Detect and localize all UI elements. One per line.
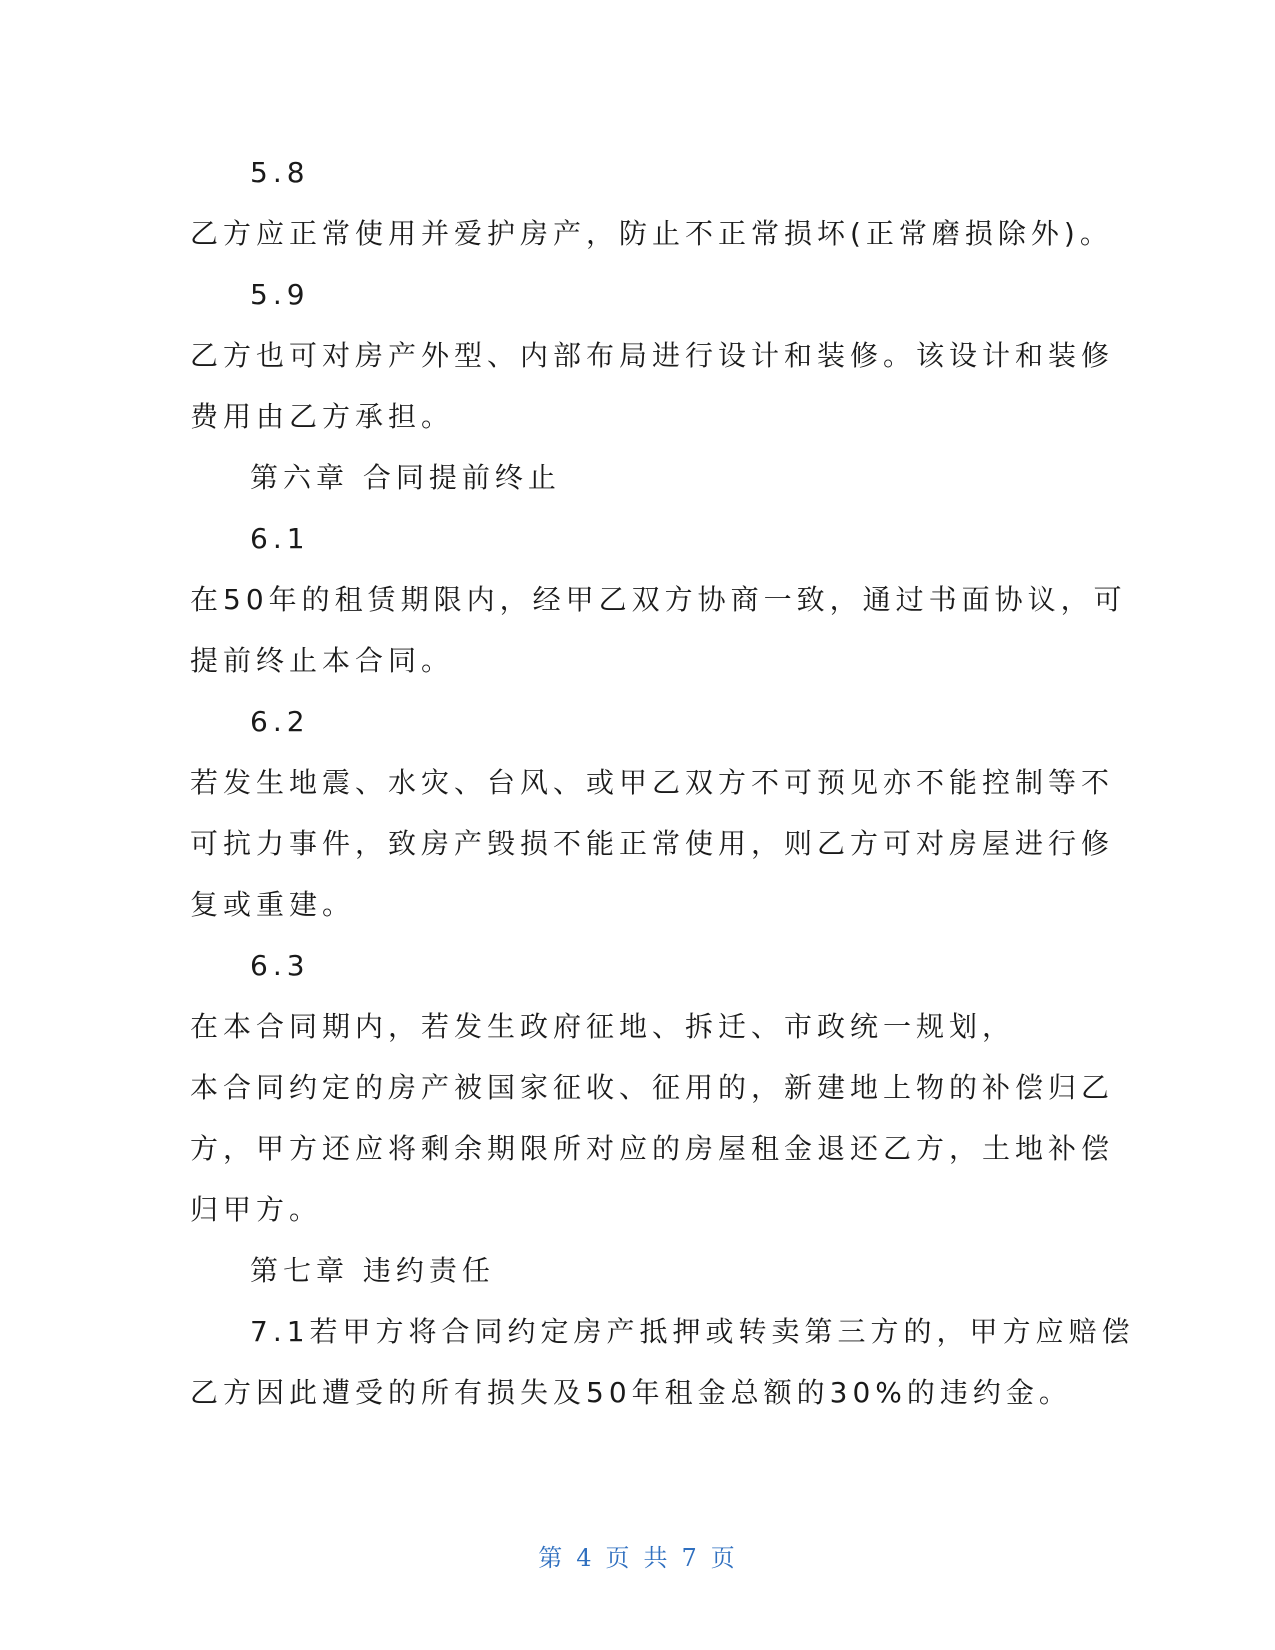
footer-total-label: 共 (643, 1544, 670, 1572)
document-body (190, 142, 1135, 1423)
paragraph-line: 可抗力事件，致房产毁损不能正常使用，则乙方可对房屋进行修 (190, 827, 1115, 860)
section-number: 6.1 (250, 522, 310, 555)
section-number: 6.3 (250, 949, 310, 982)
paragraph-line: 提前终止本合同。 (190, 644, 455, 677)
section-number: 6.2 (250, 705, 310, 738)
footer-total-pages: 7 (681, 1544, 699, 1572)
footer-page-unit: 页 (605, 1544, 632, 1572)
paragraph-line: 复或重建。 (190, 888, 356, 921)
paragraph-line: 归甲方。 (190, 1193, 323, 1226)
chapter-heading: 第七章 违约责任 (250, 1254, 495, 1287)
paragraph-line: 7.1若甲方将合同约定房产抵押或转卖第三方的，甲方应赔偿 (250, 1315, 1135, 1348)
footer-current-page: 4 (576, 1544, 594, 1572)
paragraph-line: 在本合同期内，若发生政府征地、拆迁、市政统一规划， (190, 1010, 1016, 1043)
paragraph-line: 乙方也可对房产外型、内部布局进行设计和装修。该设计和装修 (190, 339, 1115, 372)
page-footer (0, 1538, 1275, 1573)
paragraph-line: 在50年的租赁期限内，经甲乙双方协商一致，通过书面协议，可 (190, 583, 1127, 616)
paragraph-line: 本合同约定的房产被国家征收、征用的，新建地上物的补偿归乙 (190, 1071, 1115, 1104)
section-number: 5.9 (250, 278, 310, 311)
paragraph-line: 方，甲方还应将剩余期限所对应的房屋租金退还乙方，土地补偿 (190, 1132, 1115, 1165)
footer-page-label: 第 (538, 1544, 565, 1572)
paragraph-line: 若发生地震、水灾、台风、或甲乙双方不可预见亦不能控制等不 (190, 766, 1115, 799)
paragraph-line: 费用由乙方承担。 (190, 400, 455, 433)
paragraph-line: 乙方因此遭受的所有损失及50年租金总额的30%的违约金。 (190, 1376, 1072, 1409)
chapter-heading: 第六章 合同提前终止 (250, 461, 561, 494)
footer-total-unit: 页 (710, 1544, 737, 1572)
paragraph-line: 乙方应正常使用并爱护房产，防止不正常损坏(正常磨损除外)。 (190, 217, 1113, 250)
section-number: 5.8 (250, 156, 310, 189)
